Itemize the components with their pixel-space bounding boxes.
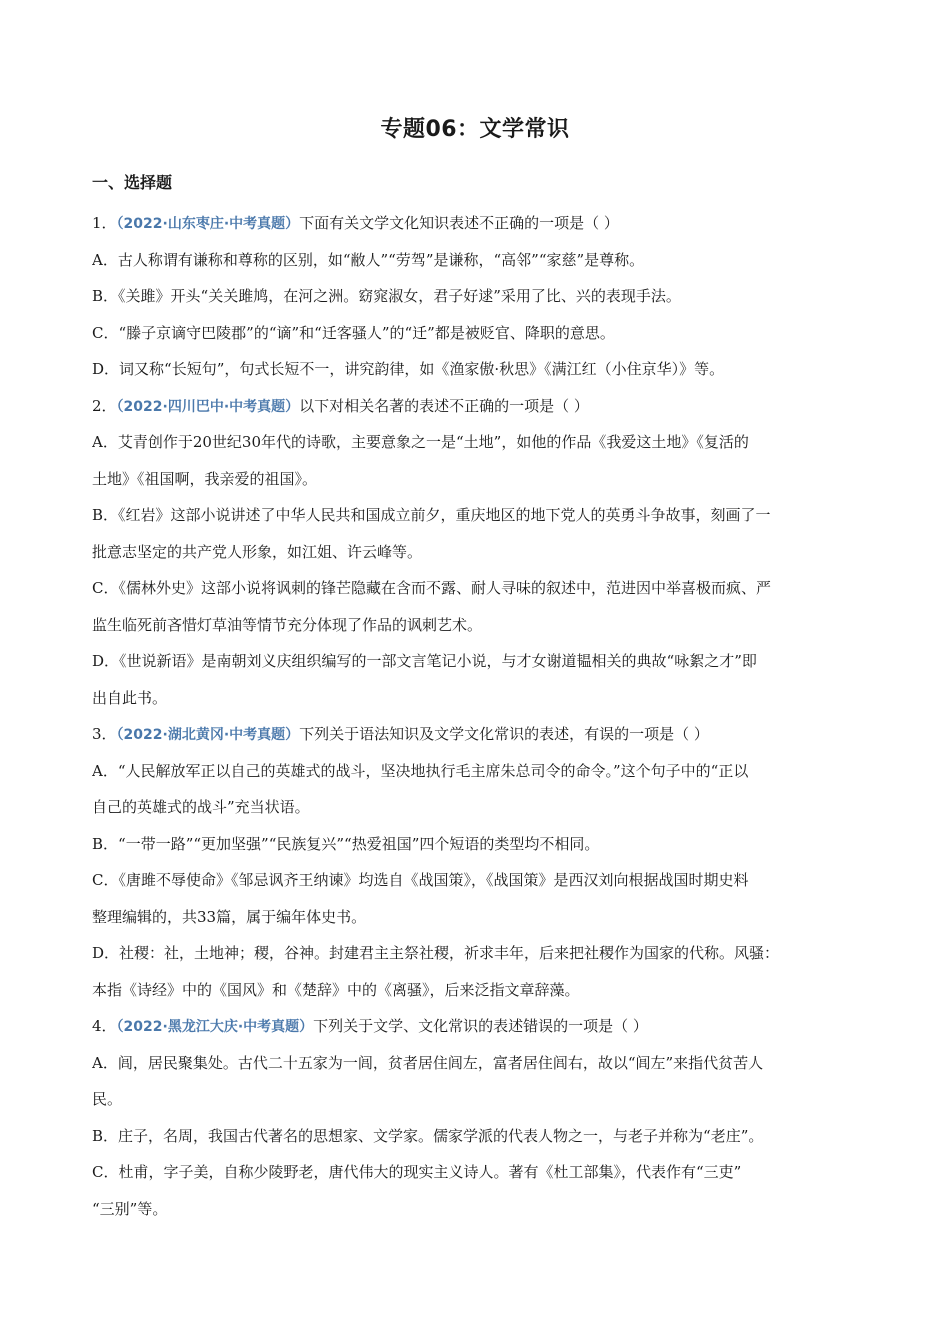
question-source: （2022·湖北黄冈·中考真题）: [116, 727, 300, 743]
question-stem: [92, 1008, 860, 1045]
question-stem: [92, 716, 860, 753]
option-line: C．杜甫，字子美，自称少陵野老，唐代伟大的现实主义诗人。著有《杜工部集》，代表作有“三吏”: [92, 1163, 742, 1181]
section-heading: 一、选择题: [92, 173, 173, 192]
option-line: B．《红岩》这部小说讲述了中华人民共和国成立前夕，重庆地区的地下党人的英勇斗争故事，刻画了一: [92, 506, 771, 524]
option-line: A．古人称谓有谦称和尊称的区别，如“敝人”“劳驾”是谦称，“高邻”“家慈”是尊称。: [92, 250, 645, 269]
question-source: （2022·山东枣庄·中考真题）: [116, 216, 300, 232]
question-text: 以下对相关名著的表述不正确的一项是（ ）: [299, 396, 589, 415]
question-stem: [92, 388, 860, 425]
question-list: [92, 205, 860, 1227]
option-line: C．《唐雎不辱使命》《邹忌讽齐王纳谏》均选自《战国策》，《战国策》是西汉刘向根据战国时期史料: [92, 871, 749, 889]
question-block: [92, 716, 860, 1008]
option-line: A．“人民解放军正以自己的英雄式的战斗，坚决地执行毛主席朱总司令的命令。”这个句子中的“正以: [92, 761, 749, 780]
question-source: （2022·四川巴中·中考真题）: [116, 398, 300, 415]
option-line: 批意志坚定的共产党人形象，如江姐、许云峰等。: [92, 542, 423, 561]
question-text: 下面有关文学文化知识表述不正确的一项是（ ）: [299, 214, 619, 232]
option-line: 土地》《祖国啊，我亲爱的祖国》。: [92, 469, 318, 488]
option-line: D．社稷：社，土地神；稷，谷神。封建君主主祭社稷，祈求丰年，后来把社稷作为国家的代称。风骚：: [92, 944, 780, 962]
option-line: D．词又称“长短句”，句式长短不一，讲究韵律，如《渔家傲·秋思》《满江红（小住京华）》等。: [92, 360, 725, 378]
option-line: B．“一带一路”“更加坚强”“民族复兴”“热爱祖国”四个短语的类型均不相同。: [92, 834, 600, 853]
option-line: 本指《诗经》中的《国风》和《楚辞》中的《离骚》，后来泛指文章辞藻。: [92, 980, 580, 999]
question-text: 下列关于语法知识及文学文化常识的表述，有误的一项是（ ）: [299, 725, 709, 743]
question-block: [92, 1008, 860, 1227]
question-text: 下列关于文学、文化常识的表述错误的一项是（ ）: [313, 1017, 648, 1035]
option-line: 整理编辑的，共33篇，属于编年体史书。: [92, 907, 367, 926]
option-line: 出自此书。: [92, 688, 168, 707]
option-line: C．“滕子京谪守巴陵郡”的“谪”和“迁客骚人”的“迁”都是被贬官、降职的意思。: [92, 323, 615, 342]
option-line: 监生临死前吝惜灯草油等情节充分体现了作品的讽刺艺术。: [92, 615, 483, 634]
option-line: A．闾，居民聚集处。古代二十五家为一闾，贫者居住闾左，富者居住闾右，故以“闾左”来指代贫苦人: [92, 1053, 764, 1072]
option-line: C．《儒林外史》这部小说将讽刺的锋芒隐藏在含而不露、耐人寻味的叙述中，范进因中举喜极而疯、严: [92, 579, 771, 597]
option-line: B．庄子，名周，我国古代著名的思想家、文学家。儒家学派的代表人物之一，与老子并称为“老庄”。: [92, 1126, 764, 1145]
question-number: 4．: [92, 1017, 117, 1035]
question-number: 2．: [92, 396, 117, 415]
page-title: 专题06：文学常识: [380, 117, 570, 142]
option-line: 自己的英雄式的战斗”充当状语。: [92, 798, 310, 816]
option-line: “三别”等。: [92, 1199, 168, 1218]
option-line: A．艾青创作于20世纪30年代的诗歌，主要意象之一是“土地”，如他的作品《我爱这土地》《复活的: [92, 433, 749, 451]
question-source: （2022·黑龙江大庆·中考真题）: [116, 1019, 314, 1035]
option-line: D．《世说新语》是南朝刘义庆组织编写的一部文言笔记小说，与才女谢道韫相关的典故“咏絮之才”即: [92, 652, 757, 670]
question-stem: [92, 205, 860, 242]
question-number: 1．: [92, 214, 117, 232]
question-number: 3．: [92, 725, 117, 743]
option-line: 民。: [92, 1090, 123, 1108]
question-block: [92, 388, 860, 717]
option-line: B．《关雎》开头“关关雎鸠，在河之洲。窈窕淑女，君子好逑”采用了比、兴的表现手法。: [92, 287, 681, 305]
question-block: [92, 205, 860, 388]
